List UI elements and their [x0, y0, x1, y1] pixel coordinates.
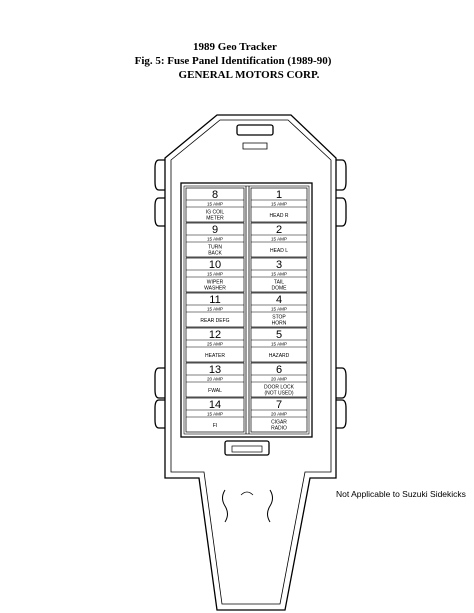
fuse-amp-rating: 15 AMP	[270, 271, 288, 277]
fuse-slot-13	[186, 363, 244, 397]
figure-title-line3: GENERAL MOTORS CORP.	[178, 69, 320, 81]
fuse-circuit-label: HEATER	[205, 353, 225, 359]
fuse-amp-rating: 20 AMP	[270, 376, 288, 382]
fuse-amp-rating: 15 AMP	[206, 201, 224, 207]
fuse-amp-rating: 15 AMP	[206, 271, 224, 277]
fuse-circuit-label: REAR DEFG	[200, 318, 230, 324]
fuse-amp-rating: 20 AMP	[270, 411, 288, 417]
fuse-circuit-label: HAZARD	[268, 353, 290, 359]
fuse-slot-9	[186, 223, 244, 257]
fuse-number: 14	[208, 399, 222, 411]
fuse-slot-1	[251, 188, 307, 222]
fuse-circuit-label: DOME	[271, 285, 287, 292]
fuse-amp-rating: 20 AMP	[206, 376, 224, 382]
fuse-slot-11	[186, 293, 244, 327]
fuse-amp-rating: 15 AMP	[270, 306, 288, 312]
fuse-number: 2	[275, 224, 283, 236]
fuse-slot-6	[251, 363, 307, 397]
fuse-circuit-label: WASHER	[204, 285, 226, 292]
fuse-slot-7	[251, 398, 307, 432]
fuse-circuit-label: FI	[212, 423, 218, 429]
fuse-number: 10	[208, 259, 222, 271]
fuse-amp-rating: 15 AMP	[206, 236, 224, 242]
fuse-slot-14	[186, 398, 244, 432]
fuse-circuit-label: HEAD R	[269, 213, 289, 219]
fuse-number: 11	[209, 294, 221, 306]
fuse-circuit-label: STOP	[272, 314, 286, 321]
fuse-number: 7	[275, 399, 283, 411]
fuse-circuit-label: DOOR LOCK	[263, 384, 295, 391]
fuse-amp-rating: 15 AMP	[206, 411, 224, 417]
fuse-circuit-label: CIGAR	[271, 419, 287, 426]
fuse-circuit-label: TURN	[208, 244, 222, 251]
fuse-slot-5	[251, 328, 307, 362]
fuse-circuit-label: WIPER	[206, 279, 224, 286]
fuse-number: 9	[211, 224, 219, 236]
fuse-circuit-label: RADIO	[271, 425, 287, 432]
fuse-circuit-label: HEAD L	[269, 248, 289, 254]
fuse-amp-rating: 15 AMP	[270, 341, 288, 347]
fuse-amp-rating: 15 AMP	[270, 236, 288, 242]
figure-title-line2: Fig. 5: Fuse Panel Identification (1989-90)	[134, 55, 332, 67]
fuse-number: 13	[208, 364, 222, 376]
fuse-circuit-label: METER	[206, 215, 224, 222]
fuse-slot-10	[186, 258, 244, 292]
fuse-number: 8	[211, 189, 219, 201]
fuse-amp-rating: 15 AMP	[206, 306, 224, 312]
fuse-amp-rating: 25 AMP	[206, 341, 224, 347]
applicability-note: Not Applicable to Suzuki Sidekicks	[336, 489, 466, 499]
fuse-number: 6	[275, 364, 283, 376]
fuse-circuit-label: IG COIL	[205, 209, 225, 216]
fuse-circuit-label: BACK	[208, 250, 222, 257]
fuse-circuit-label: TAIL	[273, 279, 285, 286]
fuse-circuit-label: HORN	[271, 320, 287, 327]
fuse-amp-rating: 15 AMP	[270, 201, 288, 207]
fuse-circuit-label: FWAL	[208, 388, 222, 394]
fuse-number: 5	[275, 329, 283, 341]
fuse-slot-2	[251, 223, 307, 257]
fuse-number: 12	[208, 329, 222, 341]
fuse-grid	[186, 188, 307, 432]
fuse-slot-4	[251, 293, 307, 327]
fuse-slot-12	[186, 328, 244, 362]
fuse-slot-8	[186, 188, 244, 222]
fuse-slot-3	[251, 258, 307, 292]
fuse-number: 1	[275, 189, 283, 201]
fuse-circuit-label: (NOT USED)	[264, 390, 294, 397]
fuse-number: 3	[275, 259, 283, 271]
fuse-number: 4	[275, 294, 283, 306]
figure-title-line1: 1989 Geo Tracker	[193, 41, 277, 53]
fuse-panel-housing	[155, 115, 346, 610]
